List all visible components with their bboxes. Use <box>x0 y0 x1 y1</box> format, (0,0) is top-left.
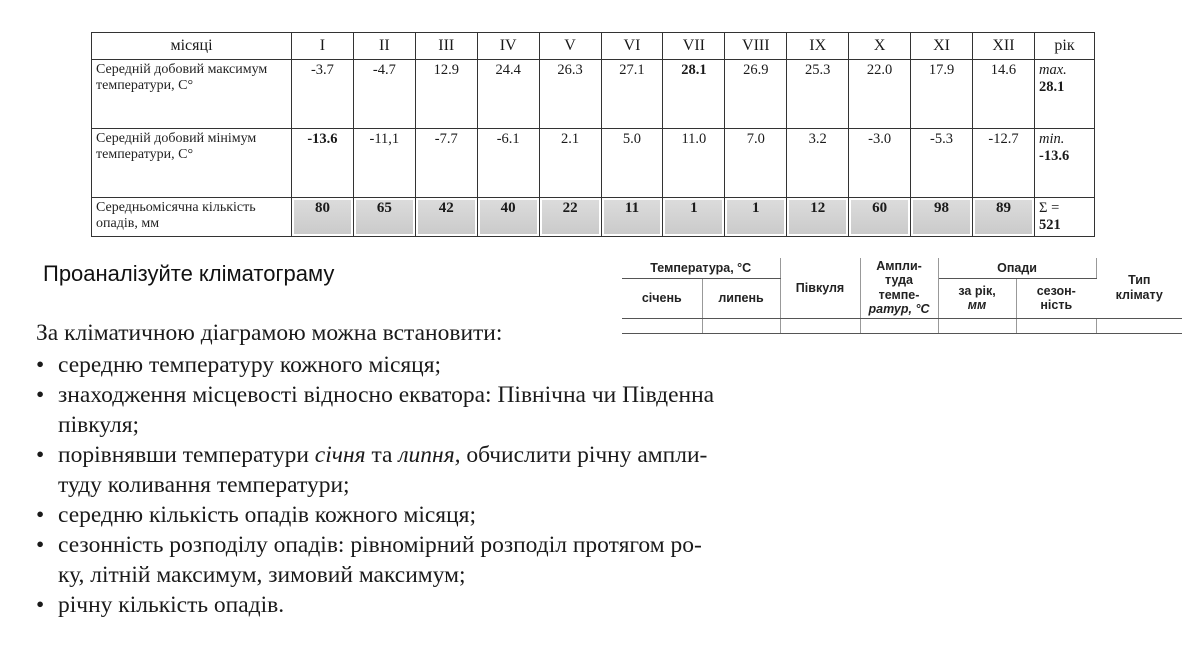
table-cell: 5.0 <box>601 129 663 198</box>
empty-cell[interactable] <box>938 318 1016 333</box>
table-cell: 24.4 <box>477 60 539 129</box>
header-month-8: VIII <box>725 33 787 60</box>
emphasis-july: липня, <box>398 442 461 468</box>
amplitude-line: туда <box>885 273 913 288</box>
header-climate-type <box>1096 258 1182 318</box>
bullet-icon: • <box>36 442 45 468</box>
bullet-icon: • <box>36 502 45 528</box>
table-cell: 2.1 <box>539 129 601 198</box>
table-cell: 65 <box>353 198 415 237</box>
body-lead: За кліматичною діаграмою можна встановити: <box>36 320 503 346</box>
instruction-heading: Проаналізуйте кліматограму <box>43 261 335 286</box>
table-cell: -7.7 <box>415 129 477 198</box>
year-cell-max <box>1035 60 1095 129</box>
table-cell: 3.2 <box>787 129 849 198</box>
amplitude-line: темпе- <box>878 287 920 302</box>
list-item-text: та <box>365 442 399 468</box>
year-cell-precip <box>1035 198 1095 237</box>
list-item-text: середню температуру кожного місяця; <box>58 352 442 378</box>
header-month-12: XII <box>972 33 1034 60</box>
table-cell: 1 <box>663 198 725 237</box>
table-row-min-temp <box>92 129 1095 198</box>
table-cell: -3.0 <box>849 129 911 198</box>
table-cell: 22 <box>539 198 601 237</box>
list-item-text: середню кількість опадів кожного місяця; <box>58 502 477 528</box>
list-item-text: знаходження місцевості відносно екватора: Північна чи Південна <box>58 382 715 408</box>
row-label-precipitation: Середньомісячна кількість опадів, мм <box>92 198 292 237</box>
header-month-4: IV <box>477 33 539 60</box>
header-per-year <box>938 279 1016 318</box>
table-cell: 28.1 <box>663 60 725 129</box>
table-row-max-temp <box>92 60 1095 129</box>
table-header-row <box>92 33 1095 60</box>
header-seasonality <box>1016 279 1096 318</box>
header-january: січень <box>622 279 702 318</box>
bullet-icon: • <box>36 592 45 618</box>
header-hemisphere: Півкуля <box>780 258 860 318</box>
header-month-5: V <box>539 33 601 60</box>
list-item <box>36 530 896 590</box>
table-row-precipitation <box>92 198 1095 237</box>
table-cell: -12.7 <box>972 129 1034 198</box>
table-cell: 26.9 <box>725 60 787 129</box>
per-year-line: мм <box>967 298 987 313</box>
table-cell: 11.0 <box>663 129 725 198</box>
list-item-text: порівнявши температури <box>58 442 315 468</box>
header-year: рік <box>1035 33 1095 60</box>
table-cell: 42 <box>415 198 477 237</box>
year-label-min: min. <box>1039 131 1065 147</box>
table-cell: 98 <box>911 198 973 237</box>
list-item-text: ку, літній максимум, зимовий максимум; <box>58 562 466 588</box>
header-month-7: VII <box>663 33 725 60</box>
row-label-max-temp: Середній добовий максимум температури, С° <box>92 60 292 129</box>
emphasis-january: січня <box>314 442 366 468</box>
year-value-max: 28.1 <box>1039 78 1065 95</box>
table-cell: -4.7 <box>353 60 415 129</box>
table-cell: 26.3 <box>539 60 601 129</box>
empty-cell[interactable] <box>1016 318 1096 333</box>
table-cell: 40 <box>477 198 539 237</box>
header-month-9: IX <box>787 33 849 60</box>
year-label-max: max. <box>1039 62 1067 78</box>
list-item <box>36 500 896 530</box>
amplitude-line: Ампли- <box>876 259 922 273</box>
list-item <box>36 440 896 500</box>
list-item-text: півкуля; <box>58 412 140 438</box>
table-cell: 14.6 <box>972 60 1034 129</box>
per-year-line: за рік, <box>958 284 996 299</box>
table-cell: -11,1 <box>353 129 415 198</box>
climate-data-table <box>91 32 1095 237</box>
header-month-11: XI <box>911 33 973 60</box>
empty-cell[interactable] <box>1096 318 1182 333</box>
list-item <box>36 350 896 380</box>
bullet-list <box>36 350 896 620</box>
table-cell: 12.9 <box>415 60 477 129</box>
table-cell: 17.9 <box>911 60 973 129</box>
table-cell: 60 <box>849 198 911 237</box>
table-cell: 25.3 <box>787 60 849 129</box>
table-cell: -5.3 <box>911 129 973 198</box>
climate-type-line: клімату <box>1115 287 1163 302</box>
table-cell: -13.6 <box>292 129 354 198</box>
body-text <box>36 318 896 620</box>
list-item-text: туду коливання температури; <box>58 472 350 498</box>
year-label-precip: Σ = <box>1039 200 1060 216</box>
table-cell: -6.1 <box>477 129 539 198</box>
bullet-icon: • <box>36 532 45 558</box>
table-cell: 89 <box>972 198 1034 237</box>
year-value-min: -13.6 <box>1039 147 1070 164</box>
list-item <box>36 590 896 620</box>
analysis-header-row-1 <box>622 258 1182 279</box>
table-cell: 1 <box>725 198 787 237</box>
list-item-text: обчислити річну ампли- <box>460 442 708 468</box>
bullet-icon: • <box>36 352 45 378</box>
header-precipitation: Опади <box>938 258 1096 279</box>
header-temperature: Температура, °С <box>622 258 780 279</box>
header-month-2: II <box>353 33 415 60</box>
table-cell: -3.7 <box>292 60 354 129</box>
seasonality-line: ність <box>1040 298 1073 313</box>
header-amplitude <box>860 258 938 318</box>
list-item-text: сезонність розподілу опадів: рівномірний розподіл протягом ро- <box>58 532 702 558</box>
table-cell: 80 <box>292 198 354 237</box>
row-label-min-temp: Середній добовий мінімум температури, С° <box>92 129 292 198</box>
header-july: липень <box>702 279 780 318</box>
header-months: місяці <box>92 33 292 60</box>
year-value-precip: 521 <box>1039 216 1061 233</box>
header-month-6: VI <box>601 33 663 60</box>
table-cell: 7.0 <box>725 129 787 198</box>
seasonality-line: сезон- <box>1036 284 1076 299</box>
bullet-icon: • <box>36 382 45 408</box>
year-cell-min <box>1035 129 1095 198</box>
table-cell: 27.1 <box>601 60 663 129</box>
header-month-10: X <box>849 33 911 60</box>
header-month-3: III <box>415 33 477 60</box>
amplitude-line: ратур, °С <box>868 302 930 317</box>
table-cell: 22.0 <box>849 60 911 129</box>
header-month-1: I <box>292 33 354 60</box>
list-item-text: річну кількість опадів. <box>58 592 285 618</box>
table-cell: 11 <box>601 198 663 237</box>
table-cell: 12 <box>787 198 849 237</box>
climate-type-line: Тип <box>1128 273 1151 288</box>
list-item <box>36 380 896 440</box>
